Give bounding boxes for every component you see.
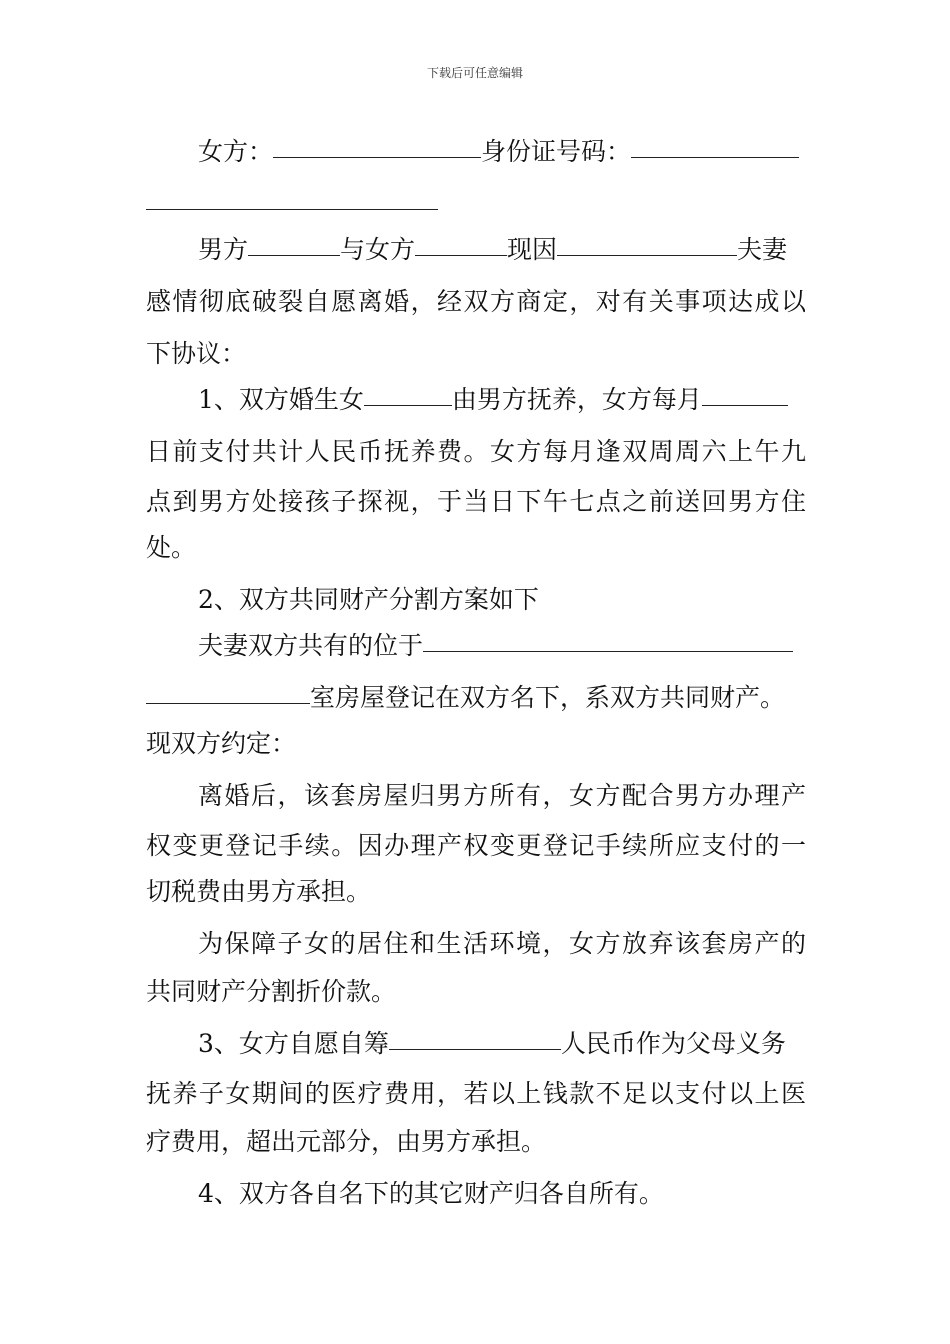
reason-blank [557, 254, 737, 256]
property-location-label: 夫妻双方共有的位于 [198, 631, 424, 660]
id-number-blank-continued [146, 208, 438, 210]
male-label: 男方 [198, 235, 249, 264]
clause-1-line-3: 点到男方处接孩子探视，于当日下午七点之前送回男方住 [146, 487, 806, 516]
clause-1-line-2: 日前支付共计人民币抚养费。女方每月逢双周周六上午九 [146, 437, 806, 466]
custody-text: 由男方抚养，女方每月 [451, 385, 702, 414]
house-ownership-line-2: 权变更登记手续。因办理产权变更登记手续所应支付的一 [146, 831, 806, 860]
property-line-1 [146, 620, 806, 672]
property-line-3: 现双方约定： [146, 729, 297, 758]
reason-label: 现因 [507, 235, 558, 264]
clause-3-line-2: 抚养子女期间的医疗费用，若以上钱款不足以支付以上医 [146, 1079, 806, 1108]
daughter-label: 1、双方婚生女 [198, 385, 364, 414]
and-female-label: 与女方 [340, 235, 416, 264]
medical-fund-blank [389, 1048, 561, 1050]
daughter-name-blank [364, 404, 452, 406]
male-name-blank [248, 254, 340, 256]
clause-1-line-1 [146, 374, 806, 426]
female-label: 女方： [198, 137, 274, 166]
payment-day-blank [702, 404, 788, 406]
id-number-continuation [146, 178, 806, 230]
id-number-label: 身份证号码： [481, 137, 632, 166]
clause-3-line-3: 疗费用，超出元部分，由男方承担。 [146, 1127, 547, 1156]
female-name-blank-2 [415, 254, 507, 256]
header-note: 下载后可任意编辑 [426, 66, 523, 80]
property-registration-text: 室房屋登记在双方名下，系双方共同财产。 [310, 683, 786, 712]
clause-4: 4、双方各自名下的其它财产归各自所有。 [198, 1179, 664, 1208]
id-number-blank [631, 156, 799, 158]
female-name-blank [273, 156, 481, 158]
spouses-label: 夫妻 [737, 235, 788, 264]
property-location-blank-continued [146, 702, 310, 704]
waiver-line-2: 共同财产分割折价款。 [146, 977, 397, 1006]
female-party-line [146, 126, 806, 178]
agreement-intro-line-3: 下协议： [146, 339, 247, 368]
waiver-line-1: 为保障子女的居住和生活环境，女方放弃该套房产的 [198, 929, 806, 958]
property-line-2 [146, 672, 806, 724]
property-location-blank [423, 650, 793, 652]
house-ownership-line-3: 切税费由男方承担。 [146, 877, 372, 906]
house-ownership-line-1: 离婚后，该套房屋归男方所有，女方配合男方办理产 [198, 781, 806, 810]
clause-1-line-4: 处。 [146, 533, 197, 562]
clause-2-heading: 2、双方共同财产分割方案如下 [198, 585, 539, 614]
parties-line [146, 224, 806, 276]
clause-3-line-1 [146, 1018, 806, 1070]
medical-fund-text: 人民币作为父母义务 [560, 1029, 786, 1058]
medical-fund-label: 3、女方自愿自筹 [198, 1029, 389, 1058]
agreement-intro-line-2: 感情彻底破裂自愿离婚，经双方商定，对有关事项达成以 [146, 287, 806, 316]
